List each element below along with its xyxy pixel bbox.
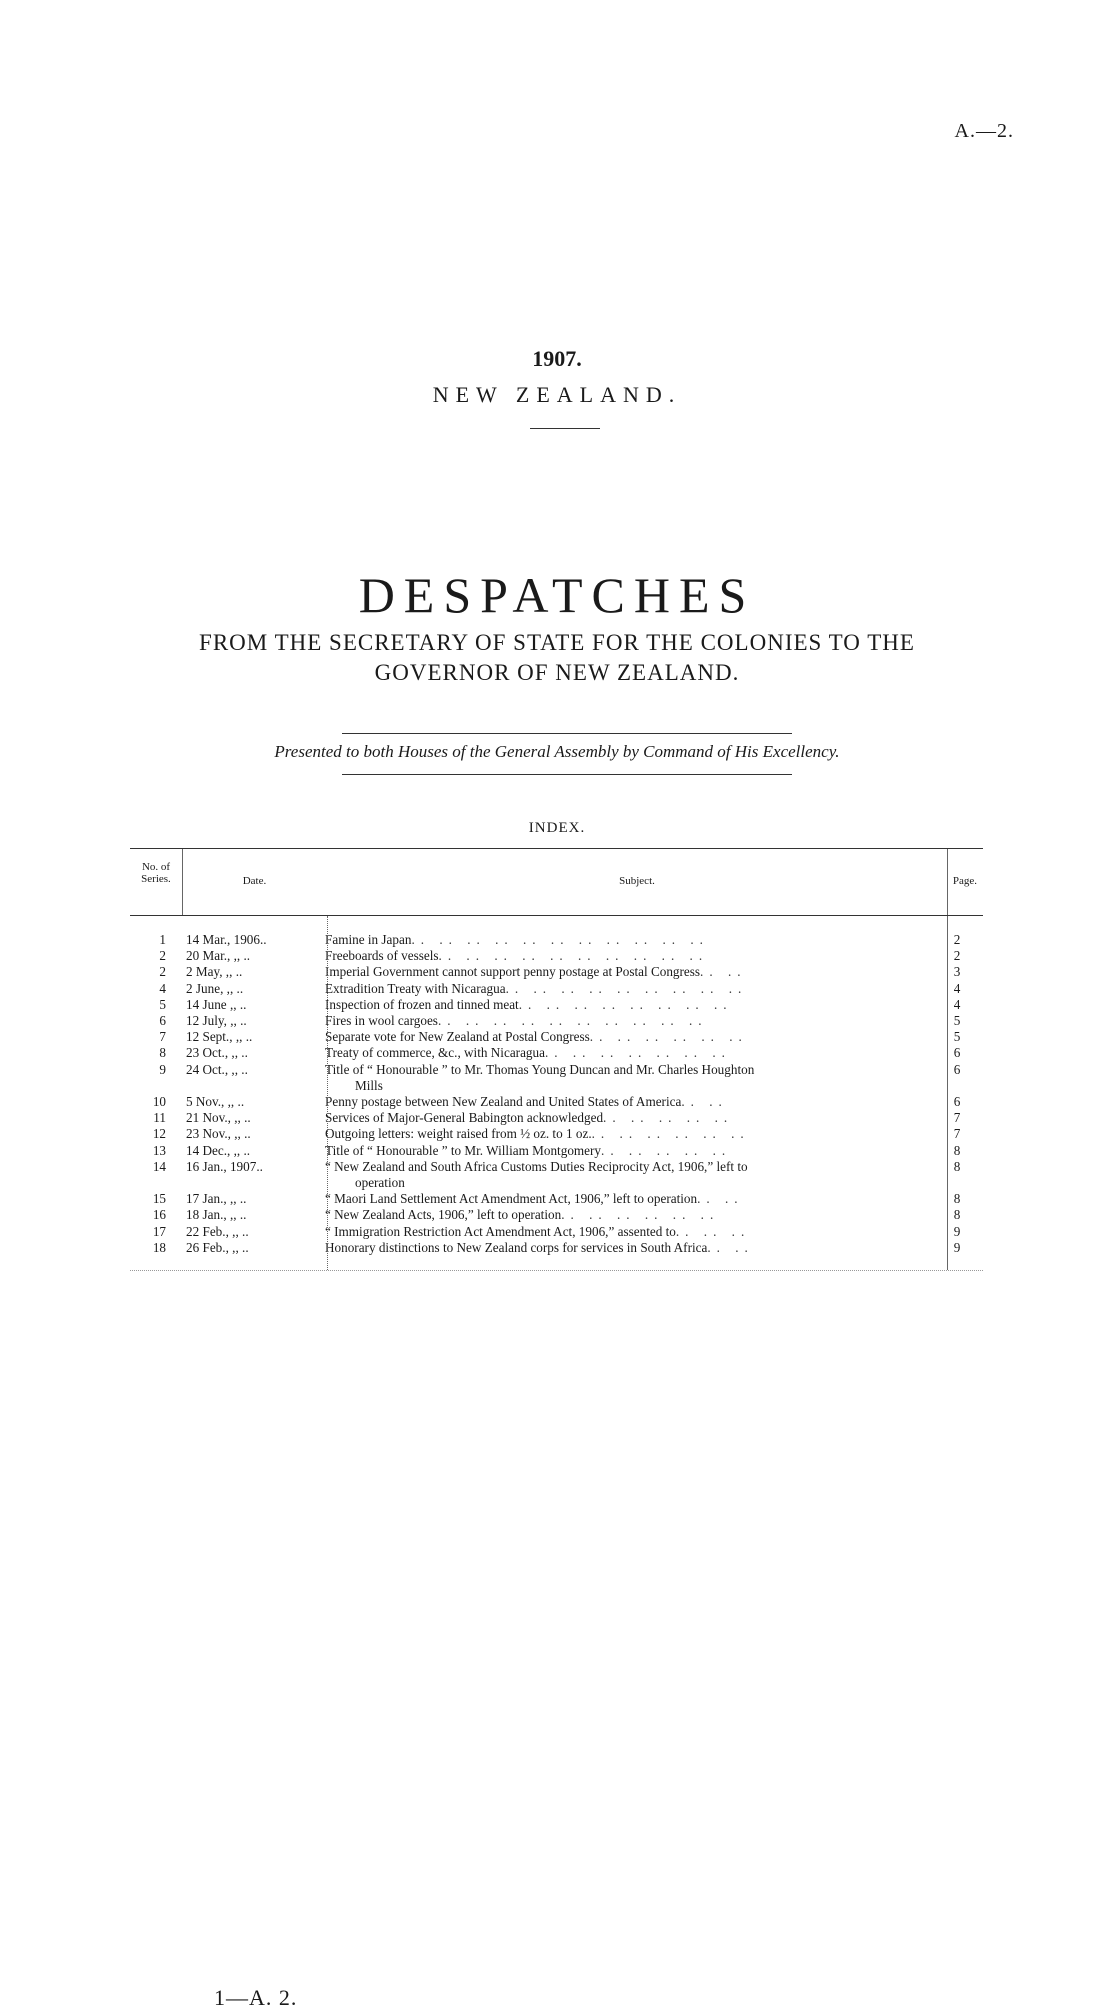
dot-leader: .. .. .. .. .. .. .. .. .. ..	[437, 1013, 708, 1029]
page-number: 2	[953, 948, 961, 964]
despatch-subject	[319, 1191, 939, 1207]
series-number: 9	[159, 1061, 166, 1077]
dot-leader: .. ..	[707, 1239, 754, 1255]
subject-text: Honorary distinctions to New Zealand corps for services in South Africa	[325, 1239, 708, 1255]
subject-line	[325, 1094, 929, 1110]
table-row	[130, 981, 983, 997]
table-row	[130, 1110, 983, 1126]
subject-continuation: operation	[355, 1175, 405, 1191]
despatch-subject	[319, 932, 939, 948]
subject-line	[325, 1013, 929, 1029]
dot-leader: .. .. .. .. .. .. .. ..	[518, 996, 733, 1012]
table-row	[130, 1143, 983, 1159]
table-row	[130, 1013, 983, 1029]
subject-text: Extradition Treaty with Nicaragua	[325, 980, 506, 996]
heading-divider	[530, 428, 600, 429]
page-number: 3	[953, 964, 961, 980]
subject-text: Imperial Government cannot support penny postage at Postal Congress	[325, 964, 701, 980]
despatch-subject	[319, 1224, 939, 1240]
table-row	[130, 997, 983, 1013]
table-row	[130, 1224, 983, 1240]
presented-rule-top	[342, 733, 792, 734]
table-row	[130, 948, 983, 964]
series-number: 4	[159, 980, 166, 996]
dot-leader: .. .. ..	[675, 1223, 751, 1239]
despatch-date: 2 June, ,, ..	[186, 980, 244, 996]
subject-line	[325, 1159, 929, 1175]
page-title: DESPATCHES	[358, 567, 756, 623]
page-number: 7	[953, 1126, 961, 1142]
despatch-subject	[319, 981, 939, 997]
dot-leader: .. .. .. .. .. .. .. .. ..	[505, 980, 748, 996]
despatch-date: 5 Nov., ,, ..	[186, 1094, 245, 1110]
subject-text: Treaty of commerce, &c., with Nicaragua	[325, 1045, 545, 1061]
series-number: 2	[159, 948, 166, 964]
page-number: 8	[953, 1158, 961, 1174]
page-number: 9	[953, 1239, 961, 1255]
despatch-date: 20 Mar., ,, ..	[186, 948, 251, 964]
subject-text: Freeboards of vessels	[325, 948, 439, 964]
series-number: 10	[152, 1094, 166, 1110]
subject-text: Penny postage between New Zealand and United States of America	[325, 1094, 682, 1110]
series-number: 2	[159, 964, 166, 980]
subject-line	[325, 1126, 929, 1142]
despatch-subject	[319, 964, 939, 980]
despatch-date: 14 June ,, ..	[186, 996, 247, 1012]
subject-text: Outgoing letters: weight raised from ½ oz. to 1 oz.	[325, 1126, 592, 1142]
column-divider	[947, 916, 948, 1270]
subject-line	[325, 1207, 929, 1223]
despatch-subject	[319, 1207, 939, 1223]
series-number: 6	[159, 1013, 166, 1029]
subject-text: “ Immigration Restriction Act Amendment Act, 1906,” assented to	[325, 1223, 676, 1239]
series-number: 16	[152, 1207, 166, 1223]
table-row	[130, 932, 983, 948]
table-row	[130, 1062, 983, 1094]
subject-text: Inspection of frozen and tinned meat	[325, 996, 519, 1012]
table-row	[130, 1159, 983, 1191]
dot-leader: .. ..	[700, 964, 747, 980]
series-number: 7	[159, 1029, 166, 1045]
subject-line	[325, 948, 929, 964]
page-number: 8	[953, 1191, 961, 1207]
subject-text: Title of “ Honourable ” to Mr. William Montgomery	[325, 1142, 602, 1158]
subject-text: “ Maori Land Settlement Act Amendment Act, 1906,” left to operation	[325, 1191, 698, 1207]
page-number: 9	[953, 1223, 961, 1239]
subject-line	[325, 997, 929, 1013]
dot-leader: .. .. .. .. .. .. ..	[544, 1045, 731, 1061]
dot-leader: .. ..	[681, 1094, 728, 1110]
despatch-subject	[319, 1110, 939, 1126]
series-number: 18	[152, 1239, 166, 1255]
despatch-date: 12 July, ,, ..	[186, 1013, 247, 1029]
despatch-subject	[319, 1094, 939, 1110]
despatch-subject	[319, 997, 939, 1013]
despatch-date: 26 Feb., ,, ..	[186, 1239, 249, 1255]
table-row	[130, 1240, 983, 1256]
column-header-page: Page.	[952, 875, 978, 887]
subtitle-line-2: GOVERNOR OF NEW ZEALAND.	[374, 660, 740, 685]
despatch-date: 24 Oct., ,, ..	[186, 1061, 248, 1077]
document-reference: A.—2.	[954, 120, 1014, 142]
despatch-subject	[319, 1126, 939, 1142]
despatch-subject	[319, 1062, 939, 1094]
subtitle-line-1: FROM THE SECRETARY OF STATE FOR THE COLONIES TO THE	[199, 630, 915, 655]
despatch-date: 18 Jan., ,, ..	[186, 1207, 247, 1223]
despatch-subject	[319, 1013, 939, 1029]
dot-leader: .. .. .. .. .. .. .. .. .. ..	[438, 948, 709, 964]
table-row	[130, 1191, 983, 1207]
subject-line	[325, 964, 929, 980]
table-row	[130, 1207, 983, 1223]
column-header-subject: Subject.	[619, 875, 655, 887]
series-number: 11	[153, 1110, 166, 1126]
dot-leader: .. .. .. .. ..	[603, 1110, 734, 1126]
page-number: 5	[953, 1029, 961, 1045]
page-number: 6	[953, 1045, 961, 1061]
despatch-subject	[319, 948, 939, 964]
subject-text: Fires in wool cargoes	[325, 1013, 438, 1029]
subject-text: “ New Zealand Acts, 1906,” left to operation	[325, 1207, 562, 1223]
dot-leader: .. .. .. .. .. .. .. .. .. .. ..	[411, 932, 709, 947]
series-number: 13	[152, 1142, 166, 1158]
despatch-date: 16 Jan., 1907..	[186, 1158, 263, 1174]
index-title: INDEX.	[528, 820, 586, 836]
column-divider	[947, 849, 948, 915]
subject-continuation: Mills	[355, 1077, 383, 1093]
despatch-date: 17 Jan., ,, ..	[186, 1191, 247, 1207]
series-number: 14	[152, 1158, 166, 1174]
subject-line	[325, 1110, 929, 1126]
index-table-header	[130, 849, 983, 916]
despatch-date: 22 Feb., ,, ..	[186, 1223, 249, 1239]
subject-line	[325, 1029, 929, 1045]
despatch-date: 12 Sept., ,, ..	[186, 1029, 253, 1045]
page-footer-label: 1—A. 2.	[214, 1985, 298, 2010]
column-header-date: Date.	[242, 875, 267, 887]
subject-line	[325, 1143, 929, 1159]
page-subtitle	[0, 628, 1114, 688]
page-number: 8	[953, 1207, 961, 1223]
page-number: 4	[953, 980, 961, 996]
despatch-subject	[319, 1045, 939, 1061]
presented-rule-bottom	[342, 774, 792, 775]
dot-leader: .. ..	[697, 1191, 744, 1207]
page-number: 5	[953, 1013, 961, 1029]
subject-line	[325, 1062, 929, 1078]
table-row	[130, 1045, 983, 1061]
subject-text: Title of “ Honourable ” to Mr. Thomas Young Duncan and Mr. Charles Houghton	[325, 1061, 755, 1077]
despatch-date: 2 May, ,, ..	[186, 964, 243, 980]
subject-text: Separate vote for New Zealand at Postal Congress	[325, 1029, 590, 1045]
despatch-subject	[319, 1240, 939, 1256]
page-number: 8	[953, 1142, 961, 1158]
table-row	[130, 1094, 983, 1110]
page-number: 4	[953, 996, 961, 1012]
dot-leader: .. .. .. .. .. ..	[561, 1207, 720, 1223]
series-number: 8	[159, 1045, 166, 1061]
page-number: 2	[953, 932, 961, 947]
subject-text: “ New Zealand and South Africa Customs Duties Reciprocity Act, 1906,” left to	[325, 1158, 748, 1174]
subject-line	[325, 932, 929, 948]
country-heading: NEW ZEALAND.	[432, 382, 682, 407]
table-row	[130, 964, 983, 980]
subject-text: Services of Major-General Babington acknowledged	[325, 1110, 604, 1126]
series-number: 1	[159, 932, 166, 947]
subject-line	[325, 1240, 929, 1256]
series-number: 15	[152, 1191, 166, 1207]
despatch-date: 21 Nov., ,, ..	[186, 1110, 251, 1126]
despatch-subject	[319, 1143, 939, 1159]
index-table	[130, 848, 983, 1271]
dot-leader: .. .. .. .. .. ..	[591, 1126, 750, 1142]
index-table-body	[130, 916, 983, 1271]
despatch-date: 23 Oct., ,, ..	[186, 1045, 248, 1061]
column-divider	[182, 849, 183, 915]
despatch-date: 14 Dec., ,, ..	[186, 1142, 251, 1158]
series-number: 5	[159, 996, 166, 1012]
page-number: 7	[953, 1110, 961, 1126]
presented-line: Presented to both Houses of the General Assembly by Command of His Excellency.	[274, 742, 840, 761]
page-number: 6	[953, 1061, 961, 1077]
despatch-subject	[319, 1029, 939, 1045]
subject-line	[325, 1224, 929, 1240]
document-year: 1907.	[532, 346, 582, 371]
dot-leader: .. .. .. .. .. ..	[589, 1029, 748, 1045]
table-row	[130, 1126, 983, 1142]
series-number: 17	[152, 1223, 166, 1239]
despatch-subject	[319, 1159, 939, 1191]
subject-line	[325, 1191, 929, 1207]
page-number: 6	[953, 1094, 961, 1110]
subject-line	[325, 981, 929, 997]
subject-line	[325, 1045, 929, 1061]
column-divider	[327, 916, 328, 1270]
column-header-series: No. of Series.	[141, 861, 171, 885]
dot-leader: .. .. .. .. ..	[601, 1142, 732, 1158]
despatch-date: 14 Mar., 1906..	[186, 932, 267, 947]
subject-text: Famine in Japan	[325, 932, 412, 947]
despatch-date: 23 Nov., ,, ..	[186, 1126, 251, 1142]
series-number: 12	[152, 1126, 166, 1142]
table-row	[130, 1029, 983, 1045]
